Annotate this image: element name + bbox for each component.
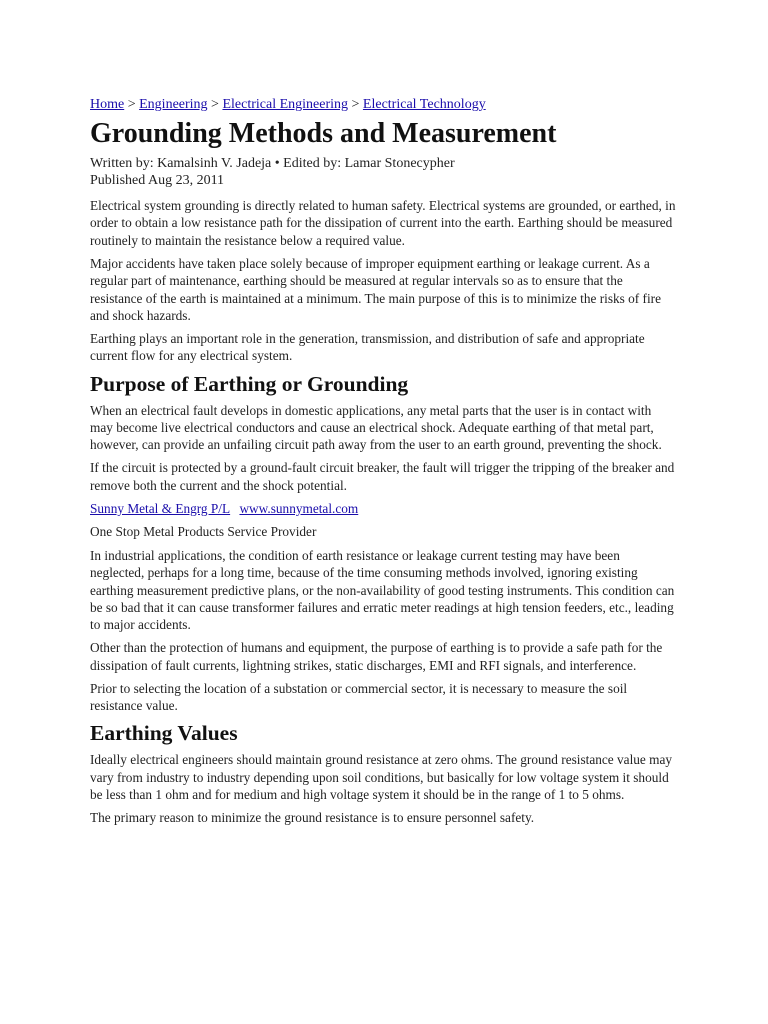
body-paragraph: The primary reason to minimize the ground resistance is to ensure personnel safety. [90,810,535,826]
body-paragraph: If the circuit is protected by a ground-fault circuit breaker, the fault will trigger the tripping of the breaker and remove both the current and the shock potential. [90,460,675,493]
breadcrumb-engineering-link[interactable]: Engineering [139,97,208,112]
breadcrumb-separator: > [127,97,136,112]
breadcrumb-electrical-engineering-link[interactable]: Electrical Engineering [222,97,349,112]
body-paragraph: Other than the protection of humans and equipment, the purpose of earthing is to provide a safe path for the dissipation of fault currents, lightning strikes, static discharges, EMI and RFI signals, and interference. [90,640,663,673]
body-paragraph: In industrial applications, the condition of earth resistance or leakage current testing may have been neglected, perhaps for a long time, because of the time consuming methods involved, ignoring existing earthing measurement predictive plans, or the non-availability of good testing instruments. This condition can be so bad that it can cause transformer failures and erratic meter readings at high tension feeders, etc., leading to major accidents. [90,547,675,633]
intro-paragraph: Electrical system grounding is directly related to human safety. Electrical systems are grounded, or earthed, in order to obtain a low resistance path for the dissipation of current into the earth. Earthing should be measured routinely to maintain the resistance below a required value. [90,198,676,248]
body-paragraph: Ideally electrical engineers should maintain ground resistance at zero ohms. The ground resistance value may vary from industry to industry depending upon soil conditions, but basically for low voltage system it should be less than 1 ohm and for medium and high voltage system it should be in the range of 1 to 5 ohms. [90,752,673,803]
breadcrumb-separator: > [351,97,360,112]
breadcrumb-separator: > [211,97,219,112]
body-paragraph: When an electrical fault develops in domestic applications, any metal parts that the user is in contact with may become live electrical conductors and cause an electrical shock. Adequate earthing of that metal part, however, can provide an unfailing circuit path away from the user to an earth ground, preventing the shock. [90,402,662,453]
intro-paragraph: Earthing plays an important role in the generation, transmission, and distribution of safe and appropriate current flow for any electrical system. [90,330,645,364]
page-title: Grounding Methods and Measurement [90,118,557,149]
breadcrumb-home-link[interactable]: Home [90,97,125,112]
sponsored-links [90,500,676,518]
section-heading-earthing-values: Earthing Values [90,721,238,746]
section-heading-purpose: Purpose of Earthing or Grounding [90,371,409,396]
intro-paragraph: Major accidents have taken place solely because of improper equipment earthing or leakage current. As a regular part of maintenance, earthing should be measured at regular intervals so as to ensure that the resistance of the earth is maintained at a minimum. The main purpose of this is to minimize the risks of fire and shock hazards. [90,255,662,323]
body-paragraph: Prior to selecting the location of a substation or commercial sector, it is necessary to measure the soil resistance value. [90,680,628,713]
breadcrumb-electrical-technology-link[interactable]: Electrical Technology [362,97,486,112]
article-byline: Written by: Kamalsinh V. Jadeja • Edited by: Lamar Stonecypher [90,156,455,171]
article-published-date: Published Aug 23, 2011 [90,173,225,188]
breadcrumb [90,95,676,115]
sponsor-name-link[interactable]: Sunny Metal & Engrg P/L [90,500,231,516]
sponsor-description: One Stop Metal Products Service Provider [90,523,317,539]
sponsor-url-link[interactable]: www.sunnymetal.com [239,500,359,516]
